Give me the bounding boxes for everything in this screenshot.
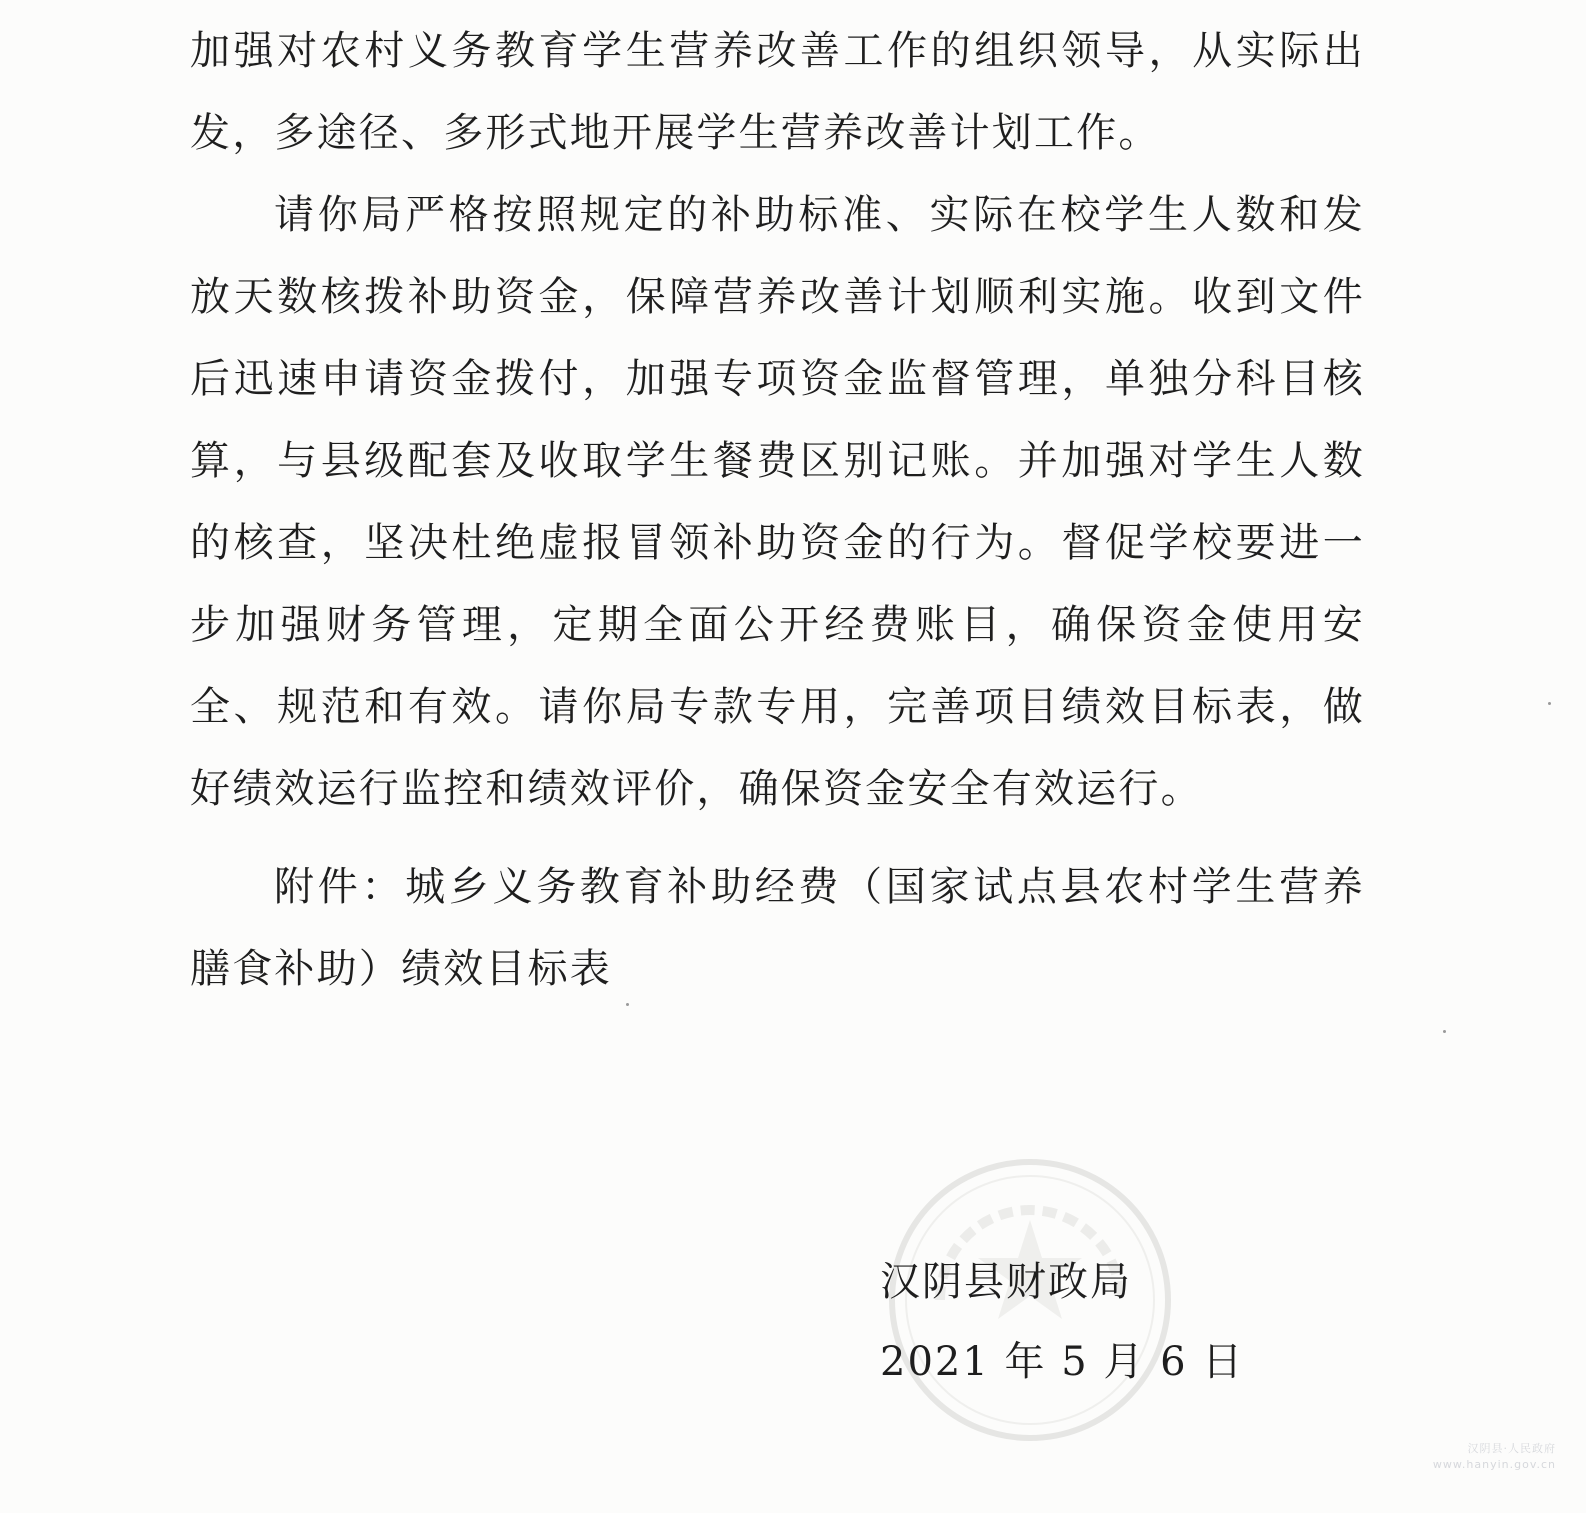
scan-speck xyxy=(626,1003,629,1006)
paragraph-organization: 加强对农村义务教育学生营养改善工作的组织领导，从实际出发，多途径、多形式地开展学生营养改善计划工作。 xyxy=(190,28,1365,156)
scan-speck xyxy=(1548,702,1551,705)
watermark-line-1: 汉阴县·人民政府 xyxy=(1467,1442,1556,1455)
paragraph-attachment: 附件：城乡义务教育补助经费（国家试点县农村学生营养膳食补助）绩效目标表 xyxy=(190,864,1365,992)
issue-date: 2021 年 5 月 6 日 xyxy=(880,1339,1245,1385)
paragraph-funding-requirements: 请你局严格按照规定的补助标准、实际在校学生人数和发放天数核拨补助资金，保障营养改善计划顺利实施。收到文件后迅速申请资金拨付，加强专项资金监督管理，单独分科目核算，与县级配套及收取学生餐费区别记账。并加强对学生人数的核查，坚决杜绝虚报冒领补助资金的行为。督促学校要进一步加强财务管理，定期全面公开经费账目，确保资金使用安全、规范和有效。请你局专款专用，完善项目绩效目标表，做好绩效运行监控和绩效评价，确保资金安全有效运行。 xyxy=(190,192,1365,812)
scan-speck xyxy=(1443,1030,1446,1033)
issuer-organization: 汉阴县财政局 xyxy=(880,1259,1132,1305)
watermark-line-2: www.hanyin.gov.cn xyxy=(1432,1458,1556,1471)
site-watermark xyxy=(1433,1441,1556,1473)
